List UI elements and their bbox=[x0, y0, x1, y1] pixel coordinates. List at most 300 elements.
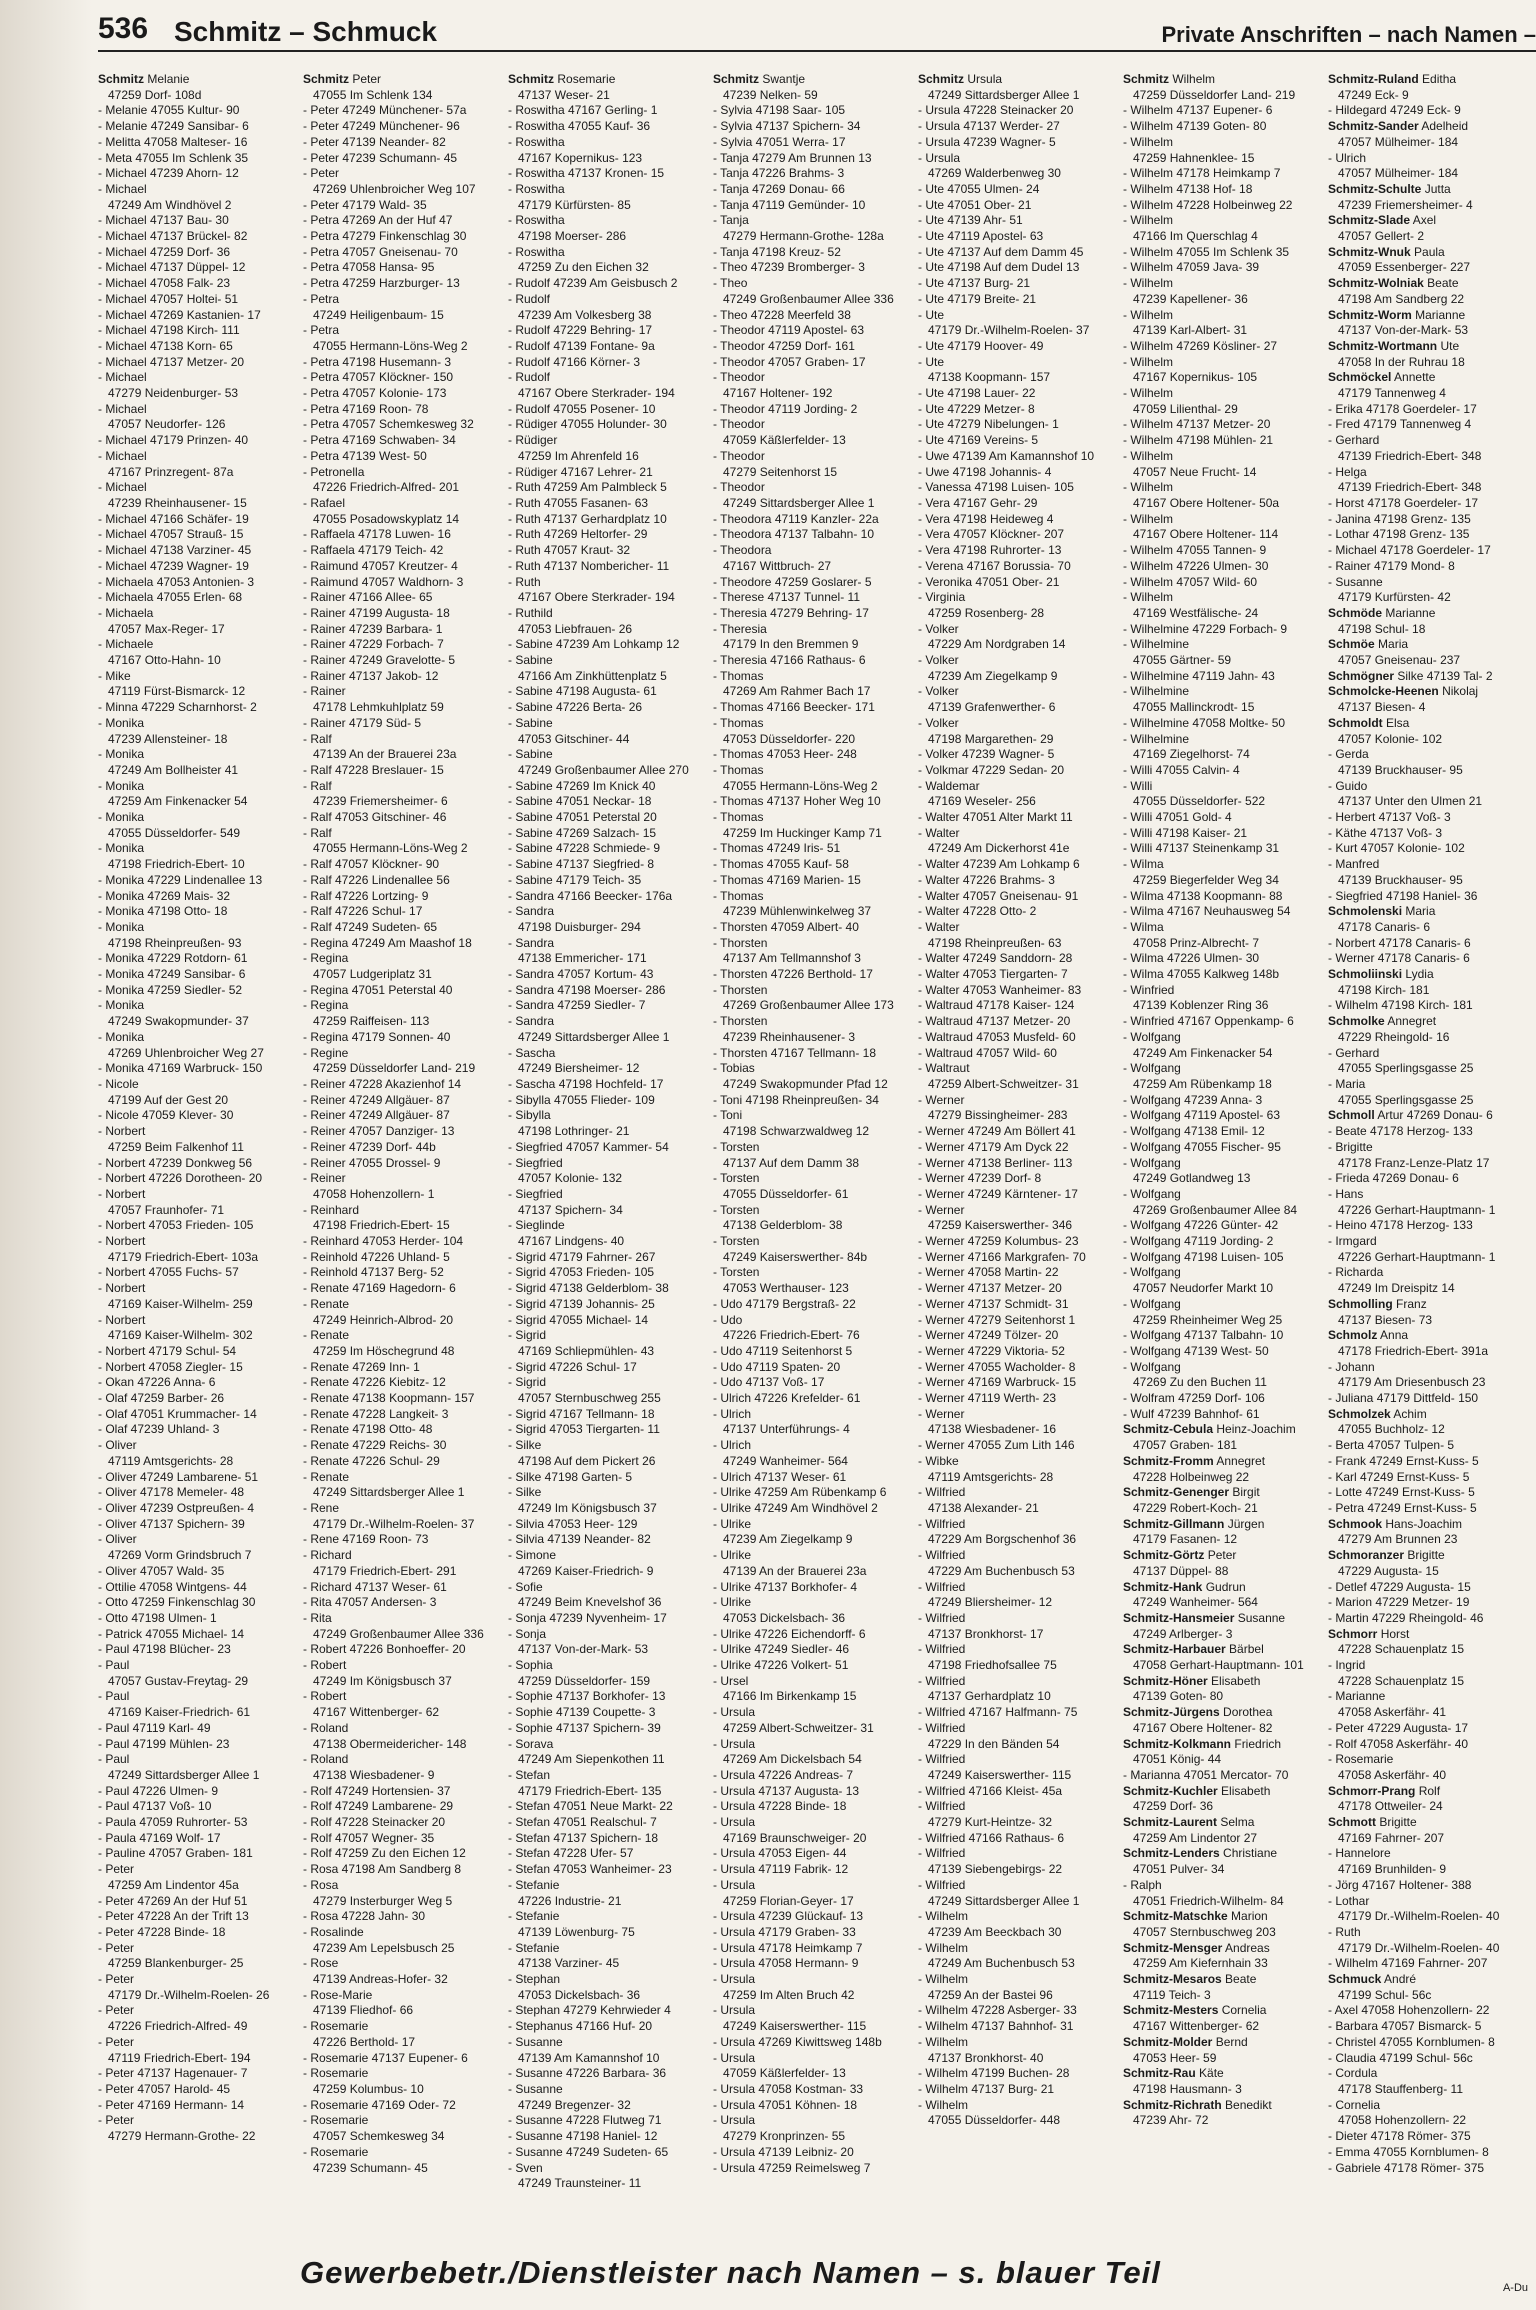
entry-text: Selma bbox=[1220, 1815, 1255, 1830]
entry-text: 47137 Biesen- 4 bbox=[1338, 700, 1426, 715]
directory-entry bbox=[303, 1894, 504, 1910]
directory-entry bbox=[98, 1077, 299, 1093]
entry-text: Wilhelm bbox=[1172, 72, 1216, 86]
directory-entry bbox=[508, 1265, 709, 1281]
directory-entry bbox=[713, 1689, 914, 1705]
entry-text: - Wilma 47226 Ulmen- 30 bbox=[1123, 951, 1260, 966]
entry-text: - Hans bbox=[1328, 1186, 1364, 1201]
entry-text: - Werner 47055 Wacholder- 8 bbox=[918, 1359, 1076, 1374]
directory-entry bbox=[508, 135, 709, 151]
entry-text: 47167 Obere Sterkrader- 194 bbox=[518, 386, 675, 401]
entry-text: 47058 Gerhart-Hauptmann- 101 bbox=[1133, 1658, 1304, 1673]
directory-heading-entry bbox=[713, 72, 914, 88]
directory-entry bbox=[508, 841, 709, 857]
entry-text: - Wilhelm bbox=[1123, 354, 1173, 369]
directory-entry bbox=[98, 732, 299, 748]
entry-text: - Susanne bbox=[1328, 574, 1383, 589]
directory-entry bbox=[1328, 2019, 1529, 2035]
directory-entry bbox=[1123, 229, 1324, 245]
entry-text: Birgit bbox=[1232, 1485, 1260, 1500]
directory-heading-entry bbox=[1123, 1784, 1324, 1800]
directory-entry bbox=[918, 1580, 1119, 1596]
entry-text: - Manfred bbox=[1328, 857, 1380, 872]
directory-entry bbox=[98, 669, 299, 685]
entry-text: - Wilhelm 47169 Fahrner- 207 bbox=[1328, 1956, 1488, 1971]
directory-entry bbox=[918, 543, 1119, 559]
directory-entry bbox=[98, 119, 299, 135]
directory-entry bbox=[303, 1218, 504, 1234]
directory-entry bbox=[713, 1658, 914, 1674]
entry-text: - Ursula 47058 Kostman- 33 bbox=[713, 2082, 864, 2096]
entry-text: Jutta bbox=[1424, 181, 1451, 196]
directory-entry bbox=[1123, 1768, 1324, 1784]
directory-entry bbox=[918, 1360, 1119, 1376]
directory-heading-entry bbox=[1123, 1909, 1324, 1925]
directory-entry bbox=[918, 119, 1119, 135]
entry-text: - Reinhold 47137 Berg- 52 bbox=[303, 1265, 444, 1280]
directory-entry bbox=[1123, 245, 1324, 261]
directory-entry bbox=[918, 1548, 1119, 1564]
entry-text: 47228 Schauenplatz 15 bbox=[1338, 1642, 1465, 1657]
directory-heading-entry bbox=[1328, 967, 1529, 983]
directory-entry bbox=[508, 1234, 709, 1250]
entry-text: 47167 Obere Sterkrader- 194 bbox=[518, 590, 675, 605]
surname-heading: Schmitz-Molder bbox=[1123, 2034, 1213, 2049]
entry-text: - Michaele bbox=[98, 637, 154, 652]
directory-entry bbox=[1123, 1250, 1324, 1266]
directory-entry bbox=[918, 1768, 1119, 1784]
directory-entry bbox=[1123, 1391, 1324, 1407]
entry-text: - Petra 47198 Husemann- 3 bbox=[303, 354, 452, 369]
entry-text: - Norbert 47239 Donkweg 56 bbox=[98, 1155, 253, 1170]
directory-entry bbox=[1328, 936, 1529, 952]
entry-text: - Ute 47139 Ahr- 51 bbox=[918, 213, 1023, 228]
directory-entry bbox=[1123, 119, 1324, 135]
entry-text: 47058 Hohenzollern- 1 bbox=[313, 1186, 435, 1201]
directory-entry bbox=[1123, 1218, 1324, 1234]
entry-text: 47167 Wittbruch- 27 bbox=[723, 558, 832, 573]
directory-entry bbox=[713, 857, 914, 873]
entry-text: - Stefan 47051 Neue Markt- 22 bbox=[508, 1799, 673, 1814]
directory-entry bbox=[98, 166, 299, 182]
entry-text: - Stephanus 47166 Huf- 20 bbox=[508, 2019, 653, 2034]
entry-text: - Sabine 47051 Peterstal 20 bbox=[508, 810, 657, 825]
entry-text: 47053 Werthauser- 123 bbox=[723, 1281, 849, 1296]
directory-entry bbox=[713, 1250, 914, 1266]
directory-entry bbox=[98, 1093, 299, 1109]
directory-heading-entry bbox=[1123, 1580, 1324, 1596]
directory-entry bbox=[1123, 1878, 1324, 1894]
directory-entry bbox=[713, 1454, 914, 1470]
entry-text: - Sigrid 47053 Frieden- 105 bbox=[508, 1265, 655, 1280]
entry-text: - Sabine 47228 Schmiede- 9 bbox=[508, 841, 661, 856]
entry-text: - Rafael bbox=[303, 495, 346, 510]
entry-text: - Stefan 47228 Ufer- 57 bbox=[508, 1846, 634, 1861]
directory-entry bbox=[713, 1360, 914, 1376]
entry-text: - Wilhelm bbox=[1123, 448, 1173, 463]
directory-entry bbox=[303, 1422, 504, 1438]
entry-text: - Wilfried 47167 Halfmann- 75 bbox=[918, 1705, 1078, 1720]
directory-entry bbox=[508, 622, 709, 638]
directory-entry bbox=[918, 527, 1119, 543]
directory-entry bbox=[98, 1878, 299, 1894]
directory-entry bbox=[713, 135, 914, 151]
entry-text: - Ralf 47053 Gitschiner- 46 bbox=[303, 810, 447, 825]
directory-entry bbox=[713, 575, 914, 591]
entry-text: 47137 Gerhardplatz 10 bbox=[928, 1689, 1051, 1704]
directory-entry bbox=[508, 637, 709, 653]
entry-text: 47119 Amtsgerichts- 28 bbox=[108, 1453, 234, 1468]
directory-entry bbox=[98, 1407, 299, 1423]
directory-entry bbox=[303, 1061, 504, 1077]
directory-entry bbox=[303, 1391, 504, 1407]
entry-text: 47059 Lilienthal- 29 bbox=[1133, 401, 1238, 416]
directory-heading-entry bbox=[1123, 1972, 1324, 1988]
directory-entry bbox=[918, 1689, 1119, 1705]
directory-entry bbox=[713, 213, 914, 229]
directory-entry bbox=[1328, 198, 1529, 214]
directory-entry bbox=[303, 166, 504, 182]
surname-heading: Schmöde bbox=[1328, 605, 1383, 620]
surname-heading: Schmitz-Richrath bbox=[1123, 2097, 1222, 2112]
directory-entry bbox=[1123, 1862, 1324, 1878]
directory-entry bbox=[1328, 2145, 1529, 2161]
directory-entry bbox=[98, 1344, 299, 1360]
directory-entry bbox=[98, 1658, 299, 1674]
entry-text: - Stefanie bbox=[508, 1877, 560, 1892]
directory-entry bbox=[1328, 1218, 1529, 1234]
directory-entry bbox=[918, 810, 1119, 826]
entry-text: - Roland bbox=[303, 1720, 349, 1735]
directory-entry bbox=[918, 2113, 1119, 2129]
directory-entry bbox=[713, 527, 914, 543]
directory-entry bbox=[713, 1548, 914, 1564]
entry-text: 47269 Am Dickelsbach 54 bbox=[723, 1752, 862, 1767]
directory-heading-entry bbox=[1328, 119, 1529, 135]
entry-text: Artur 47269 Donau- 6 bbox=[1377, 1108, 1493, 1123]
entry-text: - Oliver bbox=[98, 1532, 137, 1547]
directory-entry bbox=[918, 606, 1119, 622]
directory-entry bbox=[1328, 1862, 1529, 1878]
directory-entry bbox=[918, 339, 1119, 355]
entry-text: Peter bbox=[352, 72, 382, 86]
directory-entry bbox=[98, 355, 299, 371]
directory-entry bbox=[508, 2003, 709, 2019]
entry-text: - Thomas 47053 Heer- 248 bbox=[713, 747, 857, 762]
entry-text: - Raffaela 47179 Teich- 42 bbox=[303, 543, 444, 558]
directory-entry bbox=[1123, 747, 1324, 763]
directory-entry bbox=[713, 1046, 914, 1062]
entry-text: - Ingrid bbox=[1328, 1658, 1366, 1673]
directory-entry bbox=[1123, 763, 1324, 779]
directory-entry bbox=[508, 1391, 709, 1407]
directory-entry bbox=[713, 2066, 914, 2082]
entry-text: 47057 Gneisenau- 237 bbox=[1338, 653, 1461, 668]
entry-text: - Theo 47228 Meerfeld 38 bbox=[713, 307, 851, 322]
directory-entry bbox=[918, 1313, 1119, 1329]
entry-text: 47198 Schul- 18 bbox=[1338, 621, 1426, 636]
entry-text: - Paul 47198 Blücher- 23 bbox=[98, 1642, 231, 1657]
entry-text: - Michael bbox=[98, 480, 147, 495]
directory-entry bbox=[1123, 1046, 1324, 1062]
directory-entry bbox=[918, 512, 1119, 528]
directory-entry bbox=[918, 653, 1119, 669]
entry-text: - Janina 47198 Grenz- 135 bbox=[1328, 511, 1471, 526]
directory-entry bbox=[303, 182, 504, 198]
entry-text: - Rainer 47166 Allee- 65 bbox=[303, 590, 433, 605]
entry-text: - Paul bbox=[98, 1658, 130, 1673]
entry-text: - Oliver 47178 Memeler- 48 bbox=[98, 1485, 245, 1500]
entry-text: - Roswitha 47055 Kauf- 36 bbox=[508, 119, 651, 134]
directory-entry bbox=[98, 747, 299, 763]
directory-entry bbox=[1328, 1485, 1529, 1501]
directory-entry bbox=[98, 1846, 299, 1862]
directory-entry bbox=[98, 1894, 299, 1910]
entry-text: 47057 Kolonie- 132 bbox=[518, 1171, 623, 1186]
surname-heading: Schmitz-Matschke bbox=[1123, 1909, 1228, 1924]
directory-entry bbox=[918, 1061, 1119, 1077]
directory-entry bbox=[508, 339, 709, 355]
directory-entry bbox=[1328, 1925, 1529, 1941]
entry-text: - Ursula 47058 Hermann- 9 bbox=[713, 1956, 859, 1971]
entry-text: - Reiner 47249 Allgäuer- 87 bbox=[303, 1092, 450, 1107]
directory-entry bbox=[1123, 951, 1324, 967]
entry-text: - Thomas bbox=[713, 668, 764, 683]
entry-text: Achim bbox=[1393, 1406, 1427, 1421]
directory-entry bbox=[713, 543, 914, 559]
entry-text: Beate bbox=[1225, 1972, 1257, 1987]
entry-text: 47055 Hermann-Löns-Weg 2 bbox=[313, 841, 468, 856]
entry-text: - Tanja 47119 Gemünder- 10 bbox=[713, 197, 866, 212]
entry-text: 47139 Bruckhauser- 95 bbox=[1338, 762, 1463, 777]
entry-text: - Sandra bbox=[508, 904, 555, 919]
entry-text: - Emma 47055 Kornblumen- 8 bbox=[1328, 2144, 1489, 2159]
entry-text: - Monika 47169 Warbruck- 150 bbox=[98, 1061, 263, 1076]
directory-entry bbox=[1123, 1627, 1324, 1643]
directory-entry bbox=[713, 1768, 914, 1784]
directory-entry bbox=[713, 2129, 914, 2145]
directory-entry bbox=[98, 684, 299, 700]
directory-entry bbox=[918, 1485, 1119, 1501]
directory-entry bbox=[508, 182, 709, 198]
entry-text: - Torsten bbox=[713, 1139, 760, 1154]
directory-entry bbox=[303, 213, 504, 229]
directory-entry bbox=[508, 1909, 709, 1925]
entry-text: - Peter 47249 Münchener- 57a bbox=[303, 103, 467, 118]
entry-text: 47179 Dr.-Wilhelm-Roelen- 37 bbox=[313, 1516, 475, 1531]
entry-text: - Rüdiger bbox=[508, 433, 558, 448]
directory-entry bbox=[98, 810, 299, 826]
entry-text: - Ute 47137 Burg- 21 bbox=[918, 276, 1031, 291]
directory-entry bbox=[918, 1171, 1119, 1187]
directory-entry bbox=[918, 1108, 1119, 1124]
directory-entry bbox=[508, 1454, 709, 1470]
directory-column bbox=[713, 72, 918, 2212]
directory-entry bbox=[1123, 1925, 1324, 1941]
directory-entry bbox=[1328, 496, 1529, 512]
directory-entry bbox=[1328, 1171, 1529, 1187]
entry-text: 47249 Eck- 9 bbox=[1338, 87, 1409, 102]
entry-text: - Rudolf 47055 Posener- 10 bbox=[508, 401, 656, 416]
entry-text: - Axel 47058 Hohenzollern- 22 bbox=[1328, 2003, 1490, 2018]
entry-text: - Waltraud 47137 Metzer- 20 bbox=[918, 1014, 1071, 1029]
directory-entry bbox=[1123, 198, 1324, 214]
entry-text: 47199 Schul- 56c bbox=[1338, 1987, 1432, 2002]
surname-heading: Schmitz-Genenger bbox=[1123, 1485, 1230, 1500]
entry-text: - Thorsten bbox=[713, 935, 768, 950]
directory-entry bbox=[303, 370, 504, 386]
entry-text: - Renate 47228 Langkeit- 3 bbox=[303, 1406, 449, 1421]
directory-entry bbox=[713, 2051, 914, 2067]
entry-text: - Rolf 47058 Askerfähr- 40 bbox=[1328, 1736, 1469, 1751]
directory-entry bbox=[713, 2035, 914, 2051]
entry-text: - Monika bbox=[98, 919, 145, 934]
directory-entry bbox=[303, 1234, 504, 1250]
entry-text: 47057 Sternbuschweg 203 bbox=[1133, 1924, 1276, 1939]
entry-text: - Theodor bbox=[713, 448, 765, 463]
surname-heading: Schmitz-Mensger bbox=[1123, 1940, 1223, 1955]
directory-entry bbox=[98, 527, 299, 543]
entry-text: 47051 König- 44 bbox=[1133, 1752, 1222, 1767]
entry-text: - Volker 47239 Wagner- 5 bbox=[918, 747, 1055, 762]
directory-entry bbox=[1328, 88, 1529, 104]
directory-entry bbox=[303, 2051, 504, 2067]
entry-text: - Dieter 47178 Römer- 375 bbox=[1328, 2129, 1471, 2144]
entry-text: 47259 Im Höschegrund 48 bbox=[313, 1343, 455, 1358]
directory-entry bbox=[918, 1925, 1119, 1941]
entry-text: - Theodor bbox=[713, 370, 765, 385]
entry-text: - Roswitha bbox=[508, 134, 565, 149]
entry-text: - Petra 47057 Klöckner- 150 bbox=[303, 370, 454, 385]
directory-entry bbox=[508, 606, 709, 622]
directory-entry bbox=[303, 2113, 504, 2129]
entry-text: - Patrick 47055 Michael- 14 bbox=[98, 1626, 245, 1641]
directory-entry bbox=[303, 716, 504, 732]
entry-text: - Sabine 47051 Neckar- 18 bbox=[508, 794, 652, 809]
directory-entry bbox=[918, 700, 1119, 716]
entry-text: - Wilhelm bbox=[918, 1909, 968, 1924]
directory-entry bbox=[508, 1705, 709, 1721]
entry-text: Maria bbox=[1405, 904, 1436, 919]
directory-entry bbox=[713, 669, 914, 685]
entry-text: - Rosemarie 47137 Eupener- 6 bbox=[303, 2050, 468, 2065]
directory-entry bbox=[303, 1281, 504, 1297]
entry-text: 47057 Gellert- 2 bbox=[1338, 229, 1425, 244]
entry-text: 47249 Gotlandweg 13 bbox=[1133, 1171, 1251, 1186]
directory-entry bbox=[713, 465, 914, 481]
entry-text: 47249 Kaiserswerther- 115 bbox=[928, 1767, 1072, 1782]
entry-text: - Wilfried bbox=[918, 1846, 966, 1861]
directory-entry bbox=[1328, 1470, 1529, 1486]
entry-text: 47259 Am Rübenkamp 18 bbox=[1133, 1077, 1272, 1091]
entry-text: Käte bbox=[1199, 2066, 1224, 2081]
directory-entry bbox=[303, 1831, 504, 1847]
entry-text: - Wulf 47239 Bahnhof- 61 bbox=[1123, 1406, 1260, 1421]
directory-entry bbox=[918, 198, 1119, 214]
entry-text: - Wolfgang 47119 Jording- 2 bbox=[1123, 1234, 1274, 1249]
directory-entry bbox=[508, 1297, 709, 1313]
entry-text: - Ursula 47269 Kiwittsweg 148b bbox=[713, 2034, 882, 2049]
entry-text: - Paul 47199 Mühlen- 23 bbox=[98, 1736, 230, 1751]
directory-entry bbox=[713, 2003, 914, 2019]
entry-text: 47057 Mülheimer- 184 bbox=[1338, 166, 1459, 181]
directory-entry bbox=[508, 355, 709, 371]
directory-entry bbox=[1328, 763, 1529, 779]
directory-entry bbox=[303, 700, 504, 716]
entry-text: - Werner 47279 Seitenhorst 1 bbox=[918, 1312, 1076, 1327]
directory-entry bbox=[1328, 983, 1529, 999]
entry-text: - Petra 47269 An der Huf 47 bbox=[303, 213, 453, 228]
directory-entry bbox=[508, 386, 709, 402]
entry-text: - Wilma 47055 Kalkweg 148b bbox=[1123, 967, 1280, 982]
directory-entry bbox=[713, 951, 914, 967]
directory-entry bbox=[713, 1281, 914, 1297]
entry-text: 47055 Hermann-Löns-Weg 2 bbox=[313, 338, 468, 353]
directory-entry bbox=[1328, 1046, 1529, 1062]
directory-entry bbox=[1328, 433, 1529, 449]
directory-entry bbox=[713, 1077, 914, 1093]
directory-entry bbox=[98, 1046, 299, 1062]
entry-text: 47167 Obere Holtener- 114 bbox=[1133, 527, 1279, 542]
entry-text: 47138 Emmericher- 171 bbox=[518, 951, 647, 966]
directory-entry bbox=[98, 1705, 299, 1721]
entry-text: 47119 Fürst-Bismarck- 12 bbox=[108, 684, 246, 699]
surname-heading: Schmitz-Mesaros bbox=[1123, 1972, 1222, 1987]
directory-column bbox=[918, 72, 1123, 2212]
directory-entry bbox=[918, 449, 1119, 465]
entry-text: - Rosemarie bbox=[303, 2066, 369, 2081]
directory-entry bbox=[918, 1831, 1119, 1847]
entry-text: 47249 Großenbaumer Allee 270 bbox=[518, 762, 689, 777]
entry-text: 47229 Am Nordgraben 14 bbox=[928, 637, 1066, 652]
surname-heading: Schmitz-Kolkmann bbox=[1123, 1736, 1232, 1751]
directory-entry bbox=[918, 1422, 1119, 1438]
entry-text: - Udo 47179 Bergstraß- 22 bbox=[713, 1296, 856, 1311]
surname-heading: Schmolz bbox=[1328, 1328, 1378, 1343]
entry-text: - Renate bbox=[303, 1469, 350, 1484]
directory-entry bbox=[303, 1171, 504, 1187]
entry-text: 47249 Sittardsberger Allee 1 bbox=[928, 1893, 1080, 1908]
directory-entry bbox=[508, 873, 709, 889]
directory-entry bbox=[98, 2019, 299, 2035]
directory-entry bbox=[98, 308, 299, 324]
directory-entry bbox=[98, 559, 299, 575]
entry-text: - Peter 47239 Schumann- 45 bbox=[303, 150, 458, 165]
entry-text: - Tanja 47269 Donau- 66 bbox=[713, 181, 845, 196]
directory-entry bbox=[918, 402, 1119, 418]
directory-entry bbox=[1123, 1171, 1324, 1187]
directory-entry bbox=[1123, 1501, 1324, 1517]
entry-text: 47055 Sperlingsgasse 25 bbox=[1338, 1092, 1474, 1107]
directory-entry bbox=[1328, 1313, 1529, 1329]
entry-text: - Ute 47055 Ulmen- 24 bbox=[918, 181, 1040, 196]
entry-text: - Norbert bbox=[98, 1124, 146, 1139]
entry-text: - Ute 47051 Ober- 21 bbox=[918, 197, 1032, 212]
directory-entry bbox=[713, 637, 914, 653]
entry-text: 47169 Fahrner- 207 bbox=[1338, 1830, 1445, 1845]
directory-entry bbox=[918, 920, 1119, 936]
directory-entry bbox=[918, 1846, 1119, 1862]
directory-entry bbox=[1328, 1030, 1529, 1046]
entry-text: 47249 Kaiserswerther- 84b bbox=[723, 1249, 868, 1264]
entry-text: - Ute 47279 Nibelungen- 1 bbox=[918, 417, 1059, 432]
directory-entry bbox=[713, 1674, 914, 1690]
directory-entry bbox=[713, 1391, 914, 1407]
entry-text: - Wilhelmine bbox=[1123, 731, 1190, 746]
entry-text: - Ulrich bbox=[1328, 150, 1366, 165]
directory-entry bbox=[918, 1470, 1119, 1486]
entry-text: Marianne bbox=[1385, 605, 1436, 620]
